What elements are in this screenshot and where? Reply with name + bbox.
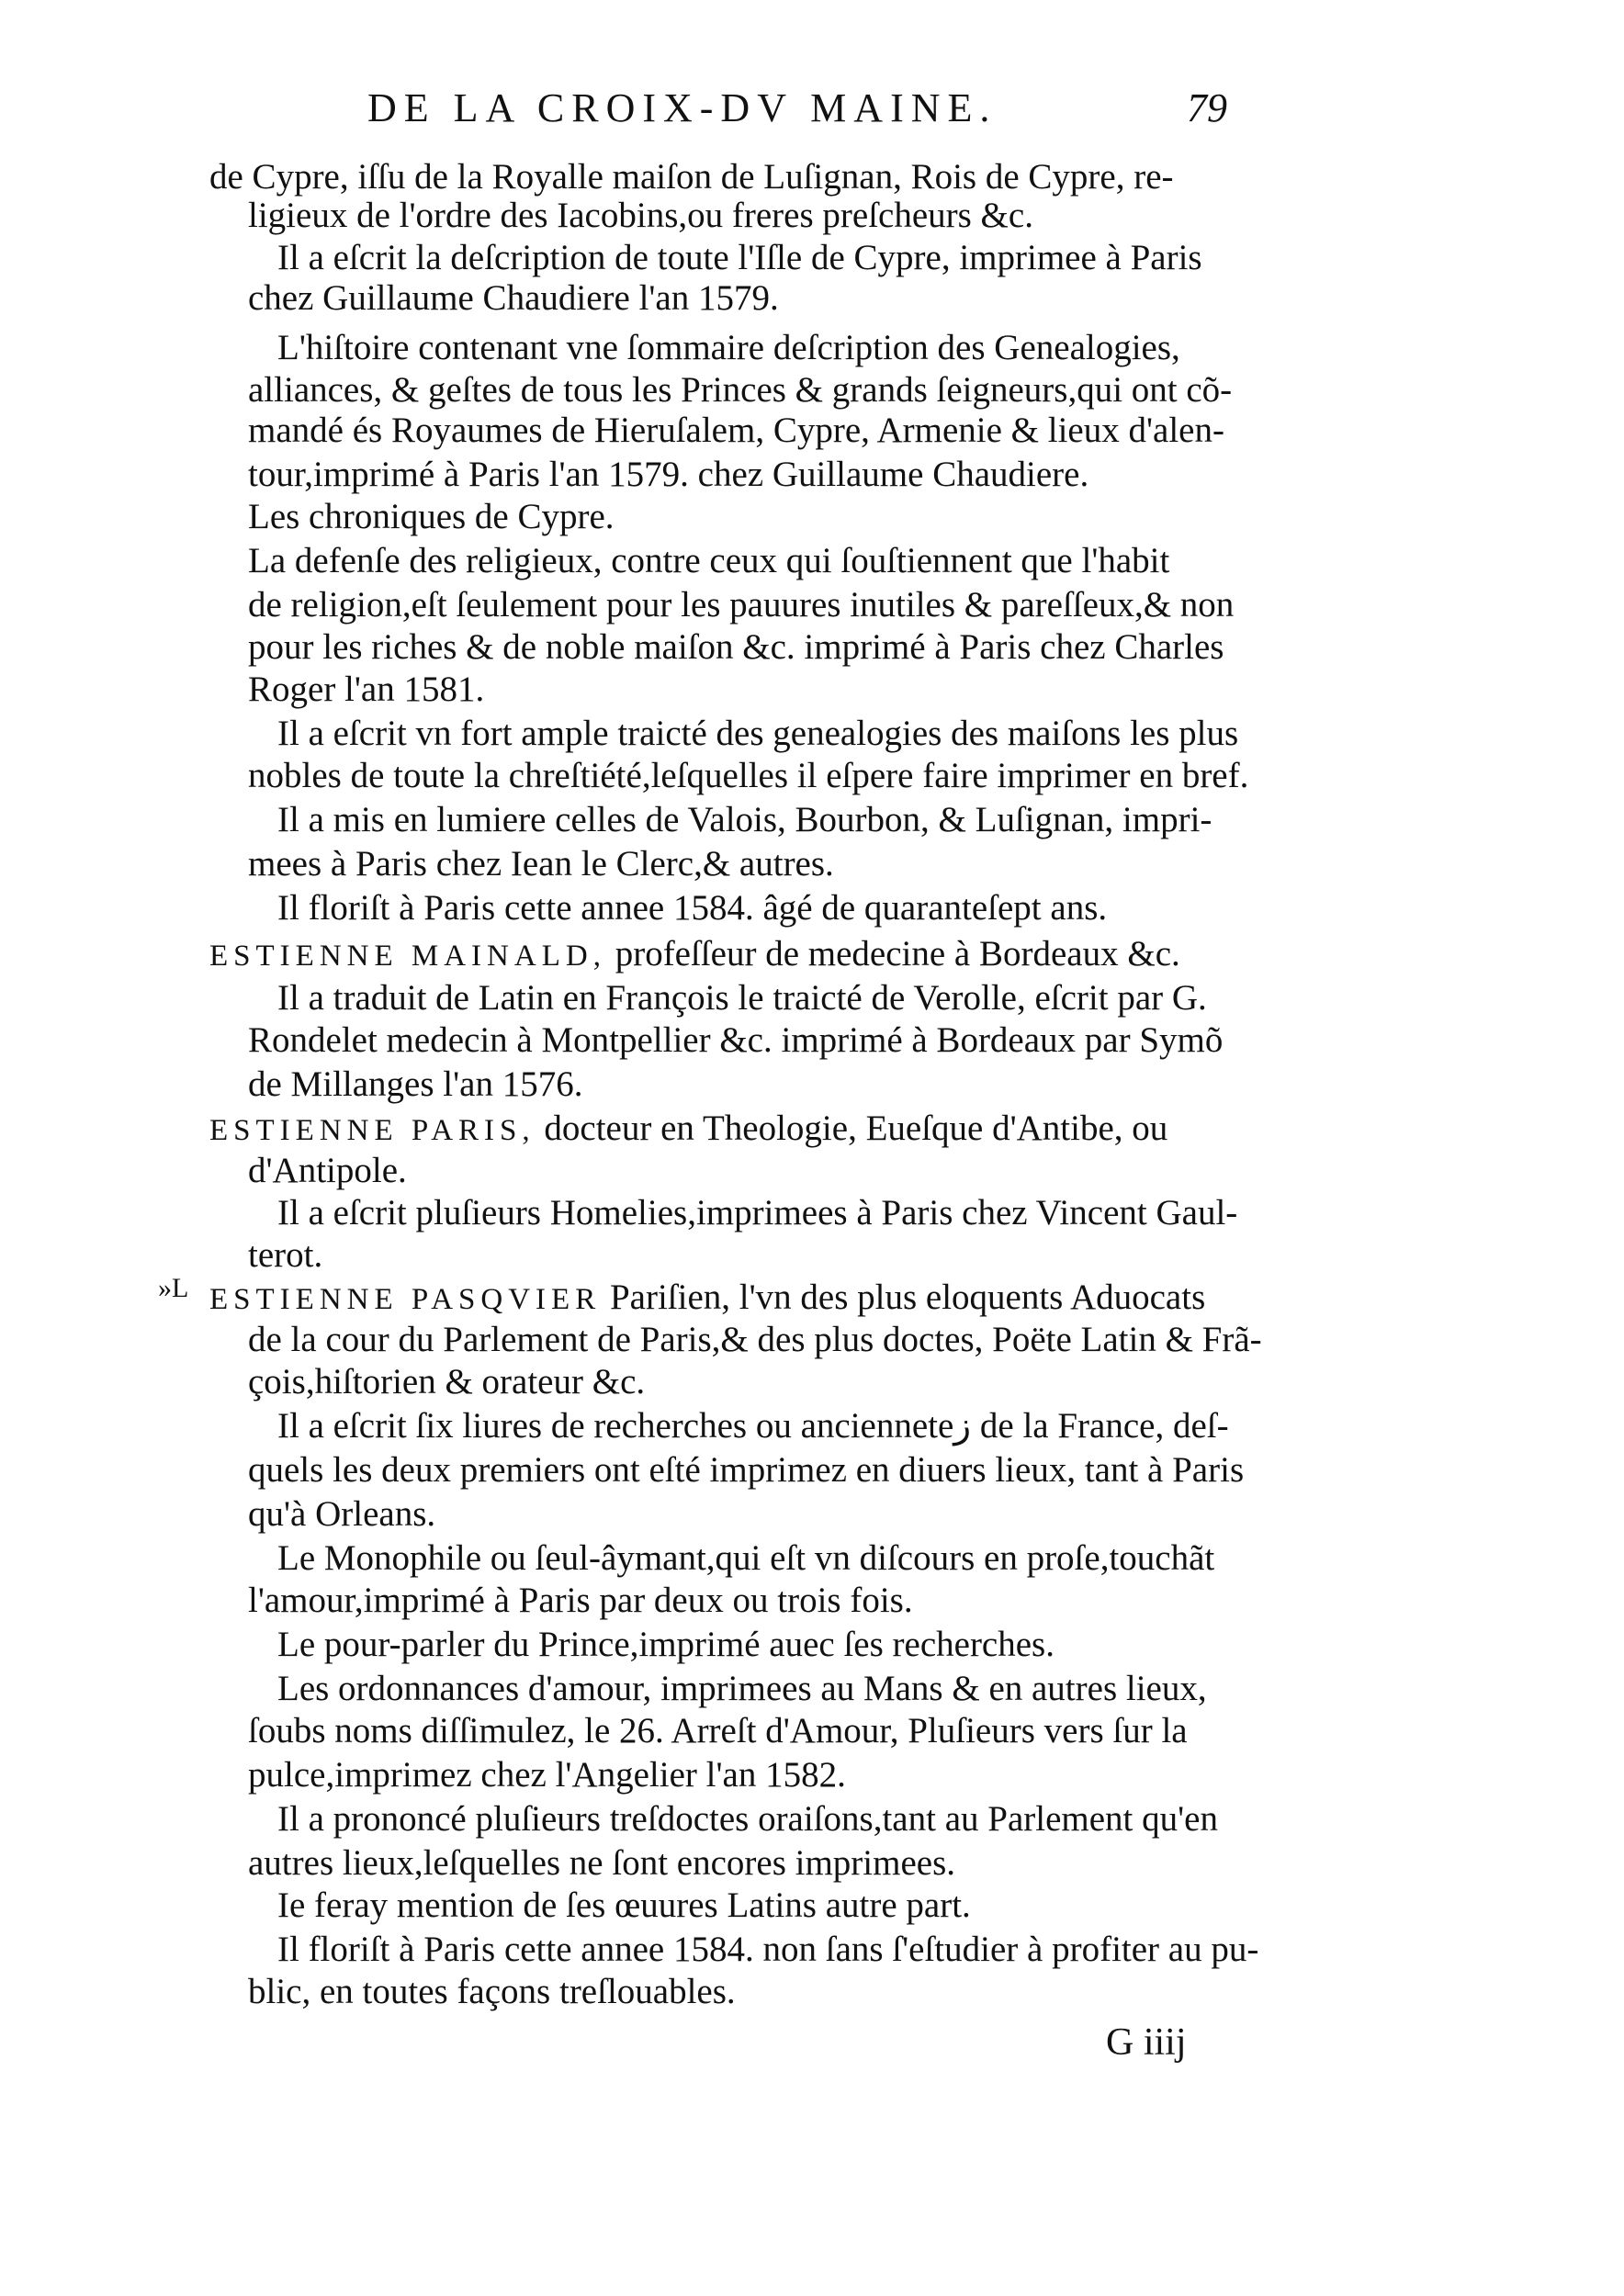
text-line: Il a eſcrit la deſcription de toute l'Iſle de Cypre, imprimee à Paris [277, 238, 1202, 277]
entry-heading [209, 933, 1180, 977]
entry-heading [209, 1108, 1167, 1152]
text-line: de Cypre, iſſu de la Royalle maiſon de Luſignan, Rois de Cypre, re- [209, 157, 1174, 197]
text-line: chez Guillaume Chaudiere l'an 1579. [248, 278, 779, 318]
text-line: pour les riches & de noble maiſon &c. imprimé à Paris chez Charles [248, 627, 1224, 667]
text-line: Il a prononcé pluſieurs treſdoctes oraiſons,tant au Parlement qu'en [277, 1799, 1218, 1839]
text-line: quels les deux premiers ont eſté imprimez en diuers lieux, tant à Paris [248, 1450, 1245, 1490]
signature-mark: G iiij [1106, 2021, 1187, 2064]
text-line: Il floriſt à Paris cette annee 1584. âgé de quaranteſept ans. [277, 888, 1108, 928]
text-line: pulce,imprimez chez l'Angelier l'an 1582. [248, 1755, 846, 1795]
entry-description: profeſſeur de medecine à Bordeaux &c. [605, 934, 1180, 974]
text-line: Il a eſcrit ſix liures de recherches ou ancienneteز de la France, deſ- [277, 1406, 1229, 1446]
entry-description: docteur en Theologie, Eueſque d'Antibe, ou [535, 1109, 1168, 1148]
text-line: mees à Paris chez Iean le Clerc,& autres. [248, 844, 834, 884]
text-line: Le Monophile ou ſeul-âymant,qui eſt vn diſcours en proſe,touchãt [277, 1538, 1215, 1578]
text-line: l'amour,imprimé à Paris par deux ou trois fois. [248, 1581, 913, 1620]
text-line: Roger l'an 1581. [248, 670, 485, 709]
text-line: Il a eſcrit pluſieurs Homelies,imprimees à Paris chez Vincent Gaul- [277, 1193, 1238, 1232]
text-line: d'Antipole. [248, 1151, 407, 1190]
text-line: nobles de toute la chreſtiété,leſquelles il eſpere faire imprimer en bref. [248, 756, 1249, 795]
text-line: ligieux de l'ordre des Iacobins,ou freres preſcheurs &c. [248, 196, 1033, 235]
text-line: mandé és Royaumes de Hieruſalem, Cypre, Armenie & lieux d'alen- [248, 411, 1224, 450]
text-line: Les chroniques de Cypre. [248, 497, 615, 536]
text-line: Il a traduit de Latin en François le traicté de Verolle, eſcrit par G. [277, 978, 1207, 1018]
text-line: autres lieux,leſquelles ne ſont encores imprimees. [248, 1843, 956, 1883]
text-line: Il a mis en lumiere celles de Valois, Bourbon, & Luſignan, impri- [277, 800, 1212, 839]
text-line: alliances, & geſtes de tous les Princes & grands ſeigneurs,qui ont cõ- [248, 370, 1233, 410]
margin-mark: »L [158, 1273, 189, 1303]
author-name: ESTIENNE PARIS, [209, 1114, 536, 1147]
text-line: L'hiſtoire contenant vne ſommaire deſcription des Genealogies, [277, 328, 1180, 367]
text-line: Rondelet medecin à Montpellier &c. imprimé à Bordeaux par Symõ [248, 1020, 1224, 1060]
page-number: 79 [1187, 85, 1227, 130]
text-line: La defenſe des religieux, contre ceux qui ſouſtiennent que l'habit [248, 541, 1170, 580]
text-line: terot. [248, 1235, 323, 1275]
entry-heading [209, 1277, 1205, 1321]
text-line: de Millanges l'an 1576. [248, 1064, 583, 1104]
text-line: çois,hiſtorien & orateur &c. [248, 1362, 646, 1401]
text-line: ſoubs noms diſſimulez, le 26. Arreſt d'Amour, Pluſieurs vers ſur la [248, 1711, 1188, 1750]
running-head: DE LA CROIX-DV MAINE. [367, 85, 998, 130]
text-line: tour,imprimé à Paris l'an 1579. chez Guillaume Chaudiere. [248, 455, 1089, 494]
text-line: Il floriſt à Paris cette annee 1584. non ſans ſ'eſtudier à profiter au pu- [277, 1930, 1259, 1969]
text-line: Le pour-parler du Prince,imprimé auec ſes recherches. [277, 1625, 1054, 1664]
text-line: Il a eſcrit vn fort ample traicté des genealogies des maiſons les plus [277, 714, 1239, 753]
text-line: de religion,eſt ſeulement pour les pauures inutiles & pareſſeux,& non [248, 585, 1235, 625]
text-line: de la cour du Parlement de Paris,& des plus doctes, Poëte Latin & Frã- [248, 1320, 1262, 1359]
author-name: ESTIENNE PASQVIER [209, 1283, 602, 1316]
text-line: Les ordonnances d'amour, imprimees au Mans & en autres lieux, [277, 1669, 1207, 1708]
author-name: ESTIENNE MAINALD, [209, 940, 606, 973]
entry-description: Pariſien, l'vn des plus eloquents Aduocats [601, 1277, 1206, 1317]
text-line: Ie feray mention de ſes œuures Latins autre part. [277, 1885, 971, 1925]
text-line: qu'à Orleans. [248, 1494, 436, 1534]
text-line: blic, en toutes façons treſlouables. [248, 1972, 736, 2011]
